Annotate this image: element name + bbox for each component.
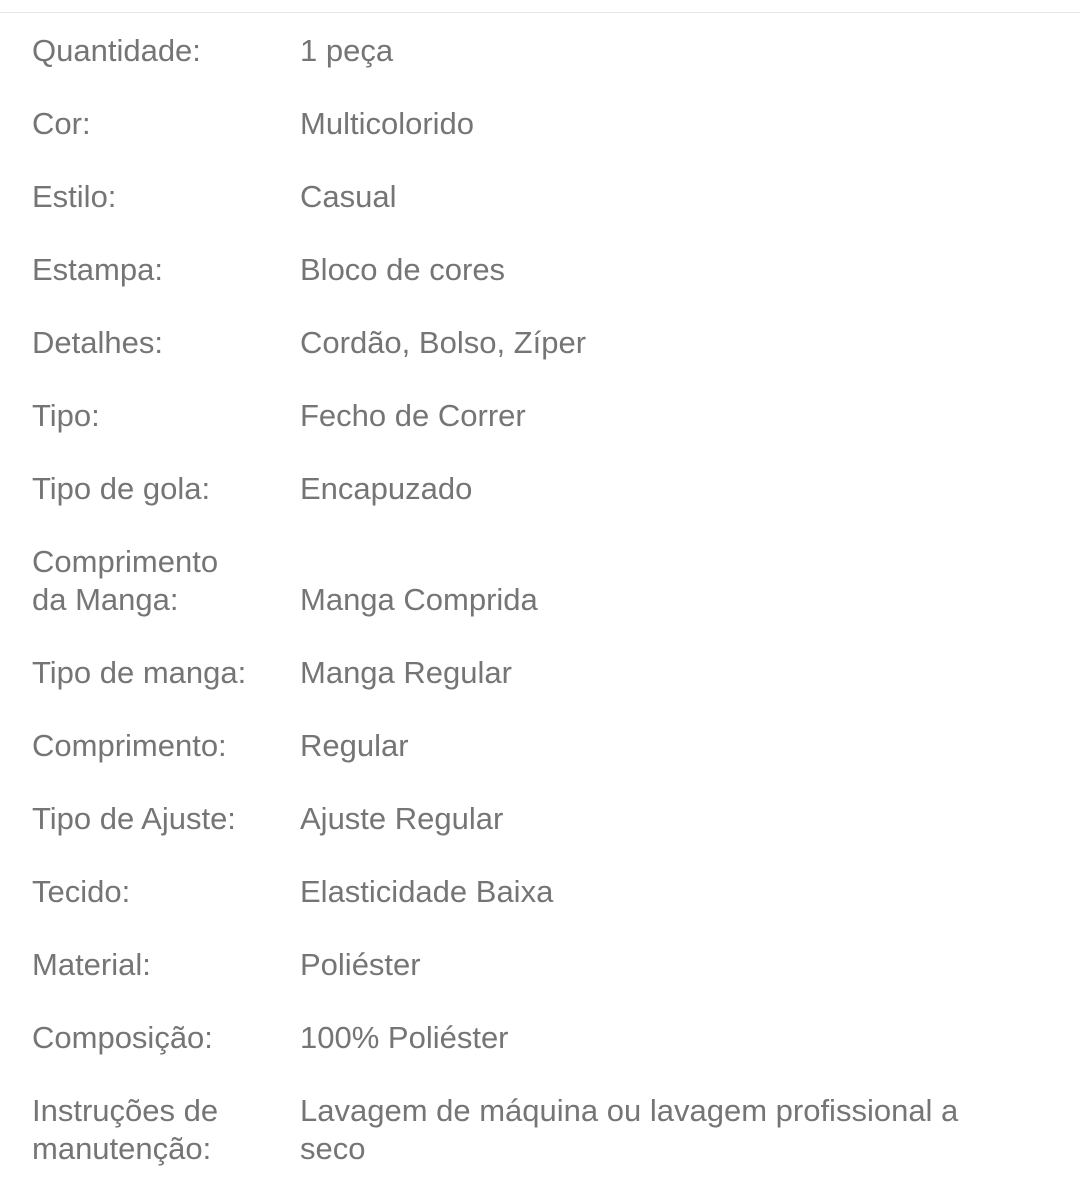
spec-label: Estilo: [32, 179, 117, 214]
spec-label: Tipo de gola: [32, 471, 211, 506]
top-divider [0, 12, 1080, 13]
spec-value: Poliéster [300, 947, 421, 982]
spec-row-cor [32, 105, 1052, 143]
spec-row-tipo-de-manga [32, 654, 1052, 692]
spec-value: Cordão, Bolso, Zíper [300, 325, 587, 360]
spec-value: Fecho de Correr [300, 398, 526, 433]
spec-value: Lavagem de máquina ou lavagem profissional a seco [300, 1093, 959, 1166]
spec-label: Detalhes: [32, 325, 163, 360]
spec-row-tipo-de-gola [32, 470, 1052, 508]
spec-row-estilo [32, 178, 1052, 216]
spec-value: 1 peça [300, 33, 394, 68]
spec-value: 100% Poliéster [300, 1020, 509, 1055]
spec-row-tecido [32, 873, 1052, 911]
spec-row-tipo-de-ajuste [32, 800, 1052, 838]
spec-label: Cor: [32, 106, 91, 141]
product-spec-list [32, 32, 1052, 1203]
spec-label: Tecido: [32, 874, 131, 909]
spec-row-tipo [32, 397, 1052, 435]
spec-value: Manga Comprida [300, 582, 538, 617]
spec-value: Ajuste Regular [300, 801, 504, 836]
spec-value: Bloco de cores [300, 252, 506, 287]
spec-label: Tipo de manga: [32, 655, 247, 690]
spec-row-estampa [32, 251, 1052, 289]
spec-value: Encapuzado [300, 471, 473, 506]
spec-value: Manga Regular [300, 655, 512, 690]
spec-label: Comprimento: [32, 728, 227, 763]
spec-row-detalhes [32, 324, 1052, 362]
spec-label: Tipo: [32, 398, 100, 433]
spec-label: Material: [32, 947, 151, 982]
spec-label: Quantidade: [32, 33, 201, 68]
spec-label: Estampa: [32, 252, 163, 287]
spec-label: Instruções de manutenção: [32, 1093, 219, 1166]
spec-row-composicao [32, 1019, 1052, 1057]
spec-value: Elasticidade Baixa [300, 874, 554, 909]
spec-value: Regular [300, 728, 409, 763]
spec-row-instrucoes-de-manutencao [32, 1092, 1052, 1168]
spec-row-comprimento [32, 727, 1052, 765]
spec-row-quantidade [32, 32, 1052, 70]
spec-value: Multicolorido [300, 106, 475, 141]
spec-row-material [32, 946, 1052, 984]
spec-label: Composição: [32, 1020, 213, 1055]
spec-row-comprimento-da-manga [32, 543, 1052, 619]
spec-value: Casual [300, 179, 397, 214]
spec-label: Tipo de Ajuste: [32, 801, 236, 836]
spec-label: Comprimento da Manga: [32, 544, 219, 617]
